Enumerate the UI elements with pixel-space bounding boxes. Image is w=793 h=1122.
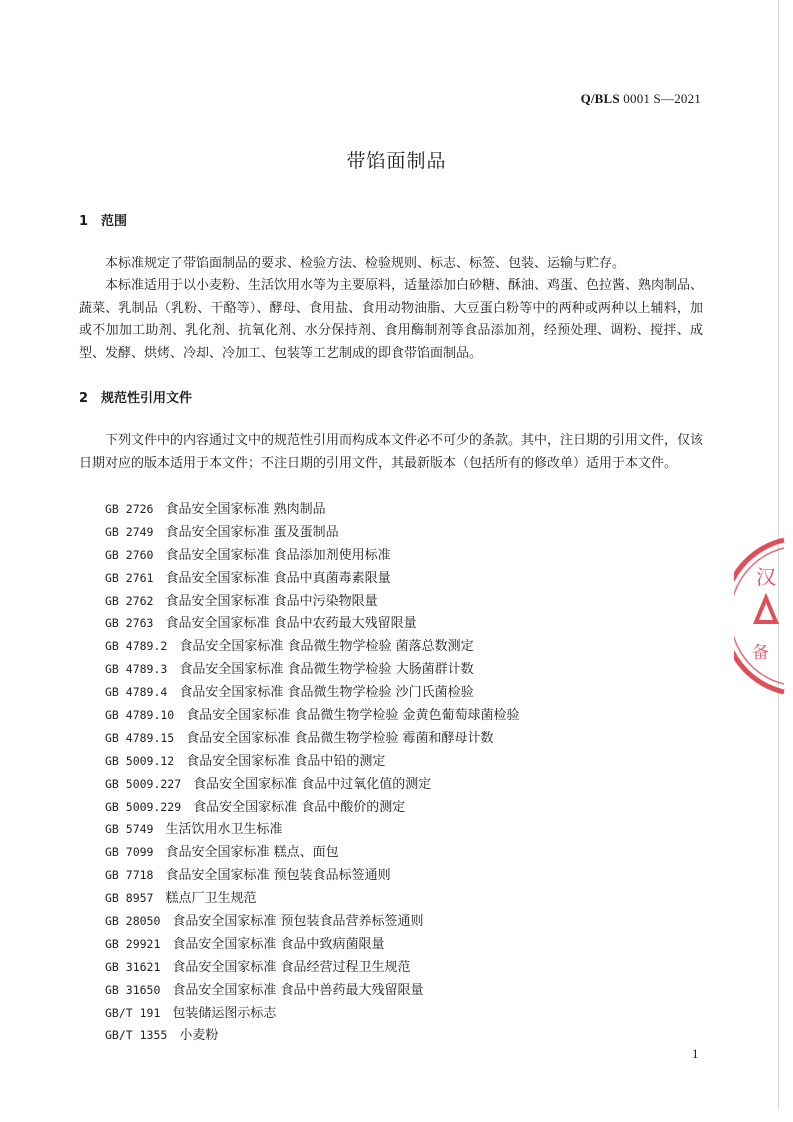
reference-title: 食品安全国家标准 食品中兽药最大残留限量 (172, 982, 424, 998)
reference-item (105, 704, 520, 727)
reference-title: 生活饮用水卫生标准 (165, 822, 283, 838)
reference-item (105, 544, 520, 567)
reference-code: GB 2726 (105, 502, 154, 516)
reference-title: 食品安全国家标准 蛋及蛋制品 (165, 524, 339, 540)
reference-item (105, 612, 520, 635)
reference-code: GB 4789.2 (105, 639, 168, 654)
reference-code: GB 5009.12 (105, 753, 175, 768)
reference-code: GB/T 191 (105, 1005, 161, 1020)
document-code-number: 0001 S—2021 (619, 91, 701, 106)
reference-title: 食品安全国家标准 食品中酸价的测定 (193, 799, 406, 815)
reference-item (105, 841, 520, 864)
reference-item (105, 590, 520, 613)
section-1-title: 范围 (101, 214, 128, 229)
reference-title: 食品安全国家标准 食品微生物学检验 大肠菌群计数 (179, 662, 474, 678)
reference-title: 食品安全国家标准 食品中真菌毒素限量 (165, 570, 391, 586)
reference-title: 小麦粉 (179, 1028, 219, 1044)
reference-code: GB 29921 (105, 936, 161, 951)
official-seal-stamp (734, 536, 786, 696)
reference-item (105, 773, 520, 796)
reference-item (105, 567, 520, 590)
section-1-number: 1 (79, 214, 89, 229)
reference-item (105, 658, 520, 681)
reference-code: GB 31650 (105, 982, 161, 997)
reference-title: 食品安全国家标准 食品中农药最大残留限量 (165, 616, 417, 632)
reference-code: GB 31621 (105, 959, 161, 974)
reference-item (105, 979, 520, 1002)
reference-title: 糕点厂卫生规范 (165, 891, 257, 907)
reference-item (105, 635, 520, 658)
reference-item (105, 910, 520, 933)
section-2-heading (79, 387, 192, 406)
reference-item (105, 727, 520, 750)
reference-code: GB 2762 (105, 593, 154, 608)
reference-item (105, 681, 520, 704)
reference-title: 包装储运图示标志 (172, 1005, 277, 1021)
reference-code: GB 5749 (105, 822, 154, 837)
reference-code: GB 5009.227 (105, 776, 182, 791)
reference-code: GB 2761 (105, 570, 154, 585)
reference-title: 食品安全国家标准 食品中致病菌限量 (172, 936, 385, 952)
reference-code: GB 4789.10 (105, 708, 175, 723)
reference-item (105, 521, 520, 544)
reference-code: GB 2760 (105, 547, 154, 562)
reference-code: GB 8957 (105, 891, 154, 906)
reference-code: GB 4789.4 (105, 685, 168, 700)
reference-code: GB 4789.3 (105, 662, 168, 677)
reference-item (105, 750, 520, 773)
reference-code: GB 7718 (105, 868, 154, 883)
reference-item (105, 1002, 520, 1025)
section-2-number: 2 (79, 391, 89, 406)
document-code-prefix: Q/BLS (580, 91, 620, 106)
reference-item (105, 1024, 520, 1047)
page-number: 1 (692, 1046, 699, 1061)
reference-title: 食品安全国家标准 糕点、面包 (165, 845, 339, 861)
references-intro-paragraph: 下列文件中的内容通过文中的规范性引用而构成本文件必不可少的条款。其中，注日期的引用文件，仅该日期对应的版本适用于本文件；不注日期的引用文件，其最新版本（包括所有的修改单）适用于本文件。 (79, 433, 704, 471)
reference-list (105, 498, 520, 1047)
section-1-heading (79, 210, 127, 229)
reference-item (105, 818, 520, 841)
reference-code: GB 7099 (105, 845, 154, 860)
reference-title: 食品安全国家标准 食品微生物学检验 霉菌和酵母计数 (186, 730, 494, 746)
reference-code: GB 5009.229 (105, 799, 182, 814)
svg-text:汉: 汉 (756, 565, 776, 589)
reference-item (105, 887, 520, 910)
reference-title: 食品安全国家标准 预包装食品营养标签通则 (172, 914, 424, 930)
reference-title: 食品安全国家标准 食品微生物学检验 金黄色葡萄球菌检验 (186, 708, 520, 724)
reference-item (105, 796, 520, 819)
reference-item (105, 933, 520, 956)
reference-code: GB/T 1355 (105, 1028, 168, 1043)
reference-title: 食品安全国家标准 食品经营过程卫生规范 (172, 959, 411, 975)
scope-paragraph-1: 本标准规定了带馅面制品的要求、检验方法、检验规则、标志、标签、包装、运输与贮存。 (105, 256, 626, 271)
reference-code: GB 4789.15 (105, 730, 175, 745)
reference-title: 食品安全国家标准 食品中污染物限量 (165, 593, 378, 609)
reference-title: 食品安全国家标准 熟肉制品 (165, 502, 326, 517)
reference-title: 食品安全国家标准 食品中铅的测定 (186, 753, 386, 769)
reference-title: 食品安全国家标准 食品微生物学检验 菌落总数测定 (179, 639, 474, 655)
scope-paragraph-2: 本标准适用于以小麦粉、生活饮用水等为主要原料，适量添加白砂糖、酥油、鸡蛋、色拉酱、熟肉制品、蔬菜、乳制品（乳粉、干酪等）、酵母、食用盐、食用动物油脂、大豆蛋白粉等中的两种或两种以上辅料，加或不加加工助剂、乳化剂、抗氧化剂、水分保持剂、食用酶制剂等食品添加剂，经预处理、调粉、搅拌、成型、发酵、烘烤、冷却、冷加工、包装等工艺制成的即食带馅面制品。 (79, 278, 704, 361)
reference-code: GB 2749 (105, 524, 154, 539)
reference-title: 食品安全国家标准 食品添加剂使用标准 (165, 547, 391, 563)
reference-title: 食品安全国家标准 预包装食品标签通则 (165, 868, 391, 884)
reference-title: 食品安全国家标准 食品微生物学检验 沙门氏菌检验 (179, 685, 474, 701)
reference-title: 食品安全国家标准 食品中过氧化值的测定 (193, 776, 432, 792)
document-code (581, 91, 701, 107)
reference-item (105, 864, 520, 887)
reference-code: GB 2763 (105, 616, 154, 631)
page-title: 带馅面制品 (346, 150, 447, 172)
reference-item (105, 498, 520, 521)
reference-item (105, 956, 520, 979)
section-2-title: 规范性引用文件 (101, 391, 193, 406)
svg-text:备: 备 (752, 643, 769, 663)
reference-code: GB 28050 (105, 914, 161, 929)
